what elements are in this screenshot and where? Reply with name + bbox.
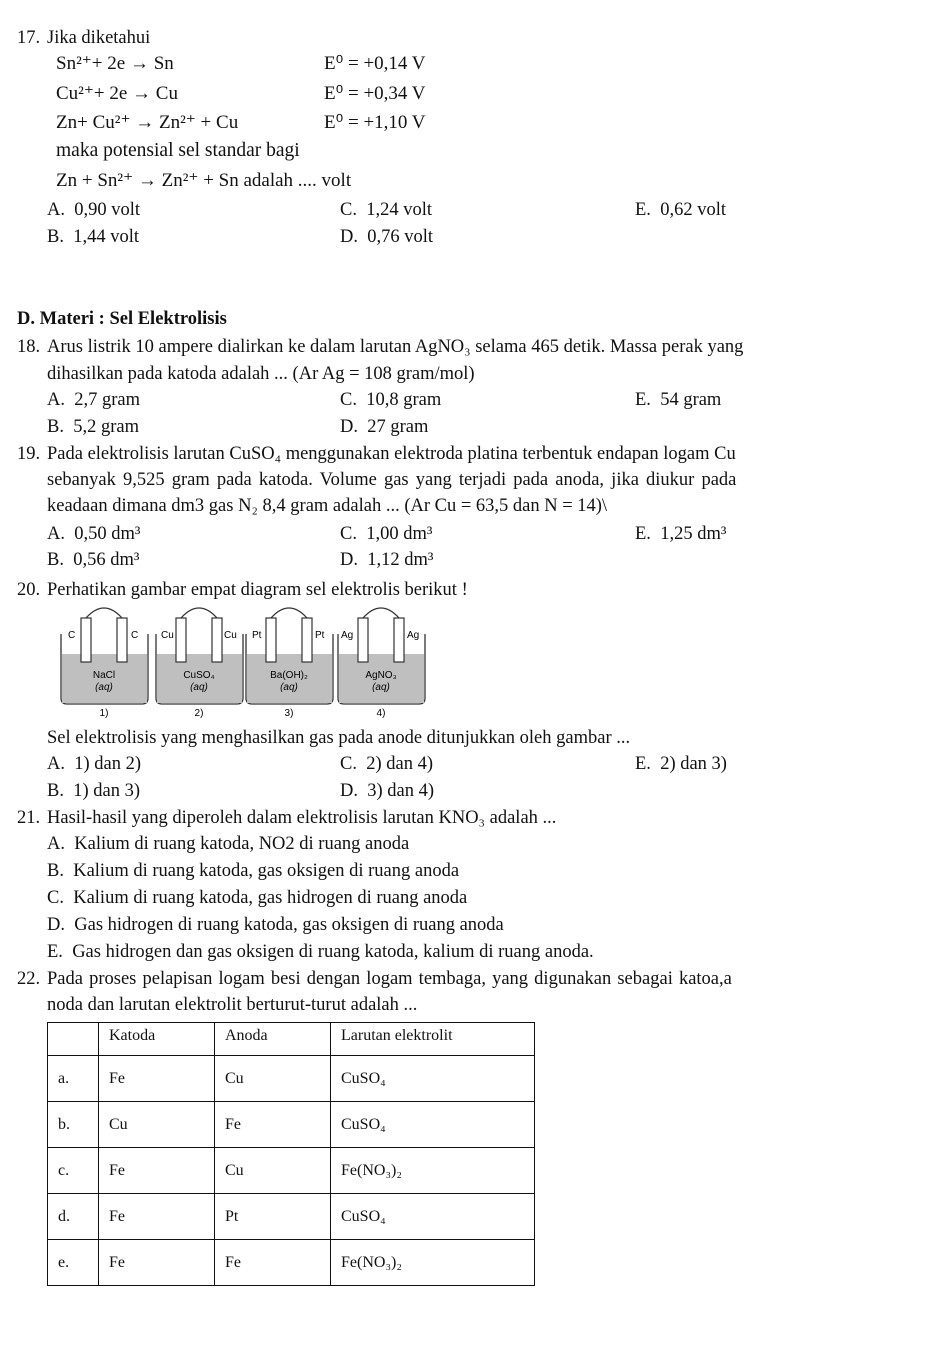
q20-option-b[interactable]: B. 1) dan 3) <box>47 781 141 801</box>
q18-option-d[interactable]: D. 27 gram <box>340 417 429 437</box>
q22-line-2: noda dan larutan elektrolit berturut-turut adalah ... <box>47 995 418 1015</box>
q22-table <box>47 1022 535 1286</box>
table-row[interactable] <box>48 1102 535 1148</box>
q19-option-c[interactable]: C. 1,00 dm³ <box>340 524 433 544</box>
table-row[interactable] <box>48 1148 535 1194</box>
q19-line-1: Pada elektrolisis larutan CuSO₄ menggunakan elektroda platina terbentuk endapan logam Cu <box>47 444 736 464</box>
cell-2 <box>156 608 243 719</box>
q17-option-a[interactable]: A. 0,90 volt <box>47 200 141 220</box>
svg-text:3): 3) <box>284 708 294 719</box>
table-header-cell: Larutan elektrolit <box>331 1023 535 1056</box>
table-cell: b. <box>48 1102 99 1148</box>
q19-option-e[interactable]: E. 1,25 dm³ <box>635 524 727 544</box>
section-heading: D. Materi : Sel Elektrolisis <box>17 309 227 329</box>
q19-option-d[interactable]: D. 1,12 dm³ <box>340 550 434 570</box>
q18-number: 18. <box>17 337 41 357</box>
q19-option-e-text: 1,25 dm³ <box>660 524 727 544</box>
q19-option-c-text: 1,00 dm³ <box>366 524 433 544</box>
q17-option-c[interactable]: C. 1,24 volt <box>340 200 432 220</box>
table-cell: Fe(NO₃)₂ <box>331 1148 535 1194</box>
q17-reaction-3: Zn+ Cu²⁺ → Zn²⁺ + Cu <box>56 112 239 133</box>
q22-line-1: Pada proses pelapisan logam besi dengan logam tembaga, yang digunakan sebagai katoa,a <box>47 969 732 989</box>
q21-option-b-text: Kalium di ruang katoda, gas oksigen di ruang anoda <box>73 861 460 881</box>
cell-4 <box>338 608 425 719</box>
svg-text:1): 1) <box>99 708 109 719</box>
svg-text:2): 2) <box>194 708 204 719</box>
q18-option-b-text: 5,2 gram <box>73 417 139 437</box>
table-header-cell <box>48 1023 99 1056</box>
q21-option-d-text: Gas hidrogen di ruang katoda, gas oksigen di ruang anoda <box>74 915 504 935</box>
q17-option-e[interactable]: E. 0,62 volt <box>635 200 726 220</box>
svg-text:(aq): (aq) <box>280 682 298 693</box>
q20-option-e-text: 2) dan 3) <box>660 754 727 774</box>
svg-text:C: C <box>68 630 76 641</box>
q17-option-d[interactable]: D. 0,76 volt <box>340 227 434 247</box>
q20-number: 20. <box>17 580 41 600</box>
q20-option-a-text: 1) dan 2) <box>74 754 142 774</box>
q21-option-e[interactable]: E. Gas hidrogen dan gas oksigen di ruang katoda, kalium di ruang anoda. <box>47 942 594 962</box>
svg-text:(aq): (aq) <box>95 682 113 693</box>
q21-number: 21. <box>17 808 41 828</box>
q17-e0-2: E⁰ = +0,34 V <box>324 83 426 104</box>
table-cell: Fe <box>215 1240 331 1286</box>
table-cell: Pt <box>215 1194 331 1240</box>
q17-intro: Jika diketahui <box>47 28 151 48</box>
table-header-cell: Katoda <box>99 1023 215 1056</box>
q19-number: 19. <box>17 444 41 464</box>
q18-option-a[interactable]: A. 2,7 gram <box>47 390 141 410</box>
q18-option-d-text: 27 gram <box>367 417 429 437</box>
q19-line-3: keadaan dimana dm3 gas N₂ 8,4 gram adalah ... (Ar Cu = 63,5 dan N = 14)\ <box>47 496 608 516</box>
svg-text:Ag: Ag <box>407 630 420 641</box>
table-cell: Fe <box>99 1194 215 1240</box>
q17-prompt: maka potensial sel standar bagi <box>56 140 300 161</box>
q20-option-b-text: 1) dan 3) <box>73 781 141 801</box>
q19-option-a[interactable]: A. 0,50 dm³ <box>47 524 141 544</box>
q20-option-a[interactable]: A. 1) dan 2) <box>47 754 142 774</box>
table-cell: e. <box>48 1240 99 1286</box>
q19-line-2: sebanyak 9,525 gram pada katoda. Volume gas yang terjadi pada anoda, jika diukur pada <box>47 470 737 490</box>
q20-option-d[interactable]: D. 3) dan 4) <box>340 781 435 801</box>
svg-text:NaCl: NaCl <box>92 670 116 681</box>
svg-text:Ba(OH)₂: Ba(OH)₂ <box>270 670 308 681</box>
q19-option-d-text: 1,12 dm³ <box>367 550 434 570</box>
svg-text:(aq): (aq) <box>190 682 208 693</box>
q18-option-e-text: 54 gram <box>660 390 722 410</box>
q20-option-d-text: 3) dan 4) <box>367 781 435 801</box>
table-cell: Cu <box>99 1102 215 1148</box>
svg-text:4): 4) <box>376 708 386 719</box>
q20-option-c[interactable]: C. 2) dan 4) <box>340 754 434 774</box>
table-header-cell: Anoda <box>215 1023 331 1056</box>
q21-option-a-text: Kalium di ruang katoda, NO2 di ruang anoda <box>74 834 410 854</box>
svg-text:Ag: Ag <box>341 630 354 641</box>
q18-line-2: dihasilkan pada katoda adalah ... (Ar Ag = 108 gram/mol) <box>47 364 475 384</box>
q18-option-a-text: 2,7 gram <box>74 390 141 410</box>
q17-option-a-text: 0,90 volt <box>74 200 141 220</box>
table-cell: CuSO₄ <box>331 1056 535 1102</box>
q19-option-a-text: 0,50 dm³ <box>74 524 141 544</box>
q17-option-b[interactable]: B. 1,44 volt <box>47 227 139 247</box>
q17-option-c-text: 1,24 volt <box>366 200 432 220</box>
table-cell: Fe <box>215 1102 331 1148</box>
cell-3 <box>246 608 333 719</box>
q20-option-c-text: 2) dan 4) <box>366 754 434 774</box>
table-cell: Fe(NO₃)₂ <box>331 1240 535 1286</box>
q17-number: 17. <box>17 28 41 48</box>
svg-text:Cu: Cu <box>224 630 237 641</box>
q21-option-e-text: Gas hidrogen dan gas oksigen di ruang katoda, kalium di ruang anoda. <box>72 942 594 962</box>
svg-text:CuSO₄: CuSO₄ <box>183 670 215 681</box>
q21-option-b[interactable]: B. Kalium di ruang katoda, gas oksigen di ruang anoda <box>47 861 460 881</box>
table-cell: c. <box>48 1148 99 1194</box>
q21-option-d[interactable]: D. Gas hidrogen di ruang katoda, gas oksigen di ruang anoda <box>47 915 504 935</box>
q17-e0-1: E⁰ = +0,14 V <box>324 53 426 74</box>
q19-option-b[interactable]: B. 0,56 dm³ <box>47 550 140 570</box>
q21-option-a[interactable]: A. Kalium di ruang katoda, NO2 di ruang anoda <box>47 834 410 854</box>
q21-intro: Hasil-hasil yang diperoleh dalam elektrolisis larutan KNO₃ adalah ... <box>47 808 557 828</box>
q21-option-c-text: Kalium di ruang katoda, gas hidrogen di ruang anoda <box>73 888 468 908</box>
table-row[interactable] <box>48 1056 535 1102</box>
table-cell: CuSO₄ <box>331 1102 535 1148</box>
table-row[interactable] <box>48 1240 535 1286</box>
svg-text:C: C <box>131 630 139 641</box>
q18-option-b[interactable]: B. 5,2 gram <box>47 417 139 437</box>
q22-number: 22. <box>17 969 41 989</box>
q18-option-c-text: 10,8 gram <box>366 390 442 410</box>
table-cell: Fe <box>99 1148 215 1194</box>
table-cell: d. <box>48 1194 99 1240</box>
table-cell: Cu <box>215 1148 331 1194</box>
table-header-row <box>48 1023 535 1056</box>
q17-e0-3: E⁰ = +1,10 V <box>324 112 426 133</box>
table-cell: Fe <box>99 1240 215 1286</box>
q17-option-d-text: 0,76 volt <box>367 227 434 247</box>
q17-option-e-text: 0,62 volt <box>660 200 726 220</box>
q18-option-c[interactable]: C. 10,8 gram <box>340 390 442 410</box>
q17-reaction-1: Sn²⁺+ 2e → Sn <box>56 53 174 74</box>
q17-reaction-2: Cu²⁺+ 2e → Cu <box>56 83 178 104</box>
table-row[interactable] <box>48 1194 535 1240</box>
table-cell: CuSO₄ <box>331 1194 535 1240</box>
q18-line-1: Arus listrik 10 ampere dialirkan ke dalam larutan AgNO₃ selama 465 detik. Massa perak yang <box>47 337 744 357</box>
q19-option-b-text: 0,56 dm³ <box>73 550 140 570</box>
table-cell: Fe <box>99 1056 215 1102</box>
cell-1 <box>61 608 148 719</box>
electrolysis-diagram <box>58 604 438 720</box>
q18-option-e[interactable]: E. 54 gram <box>635 390 722 410</box>
svg-text:Cu: Cu <box>161 630 174 641</box>
q20-intro: Perhatikan gambar empat diagram sel elektrolis berikut ! <box>47 580 468 600</box>
q20-prompt: Sel elektrolisis yang menghasilkan gas pada anode ditunjukkan oleh gambar ... <box>47 728 631 748</box>
table-cell: Cu <box>215 1056 331 1102</box>
q20-option-e[interactable]: E. 2) dan 3) <box>635 754 727 774</box>
table-cell: a. <box>48 1056 99 1102</box>
svg-text:Pt: Pt <box>315 630 325 641</box>
svg-text:(aq): (aq) <box>372 682 390 693</box>
svg-text:Pt: Pt <box>252 630 262 641</box>
q17-option-b-text: 1,44 volt <box>73 227 139 247</box>
q17-target: Zn + Sn²⁺ → Zn²⁺ + Sn adalah .... volt <box>56 170 352 191</box>
svg-text:AgNO₃: AgNO₃ <box>365 670 397 681</box>
q21-option-c[interactable]: C. Kalium di ruang katoda, gas hidrogen di ruang anoda <box>47 888 468 908</box>
